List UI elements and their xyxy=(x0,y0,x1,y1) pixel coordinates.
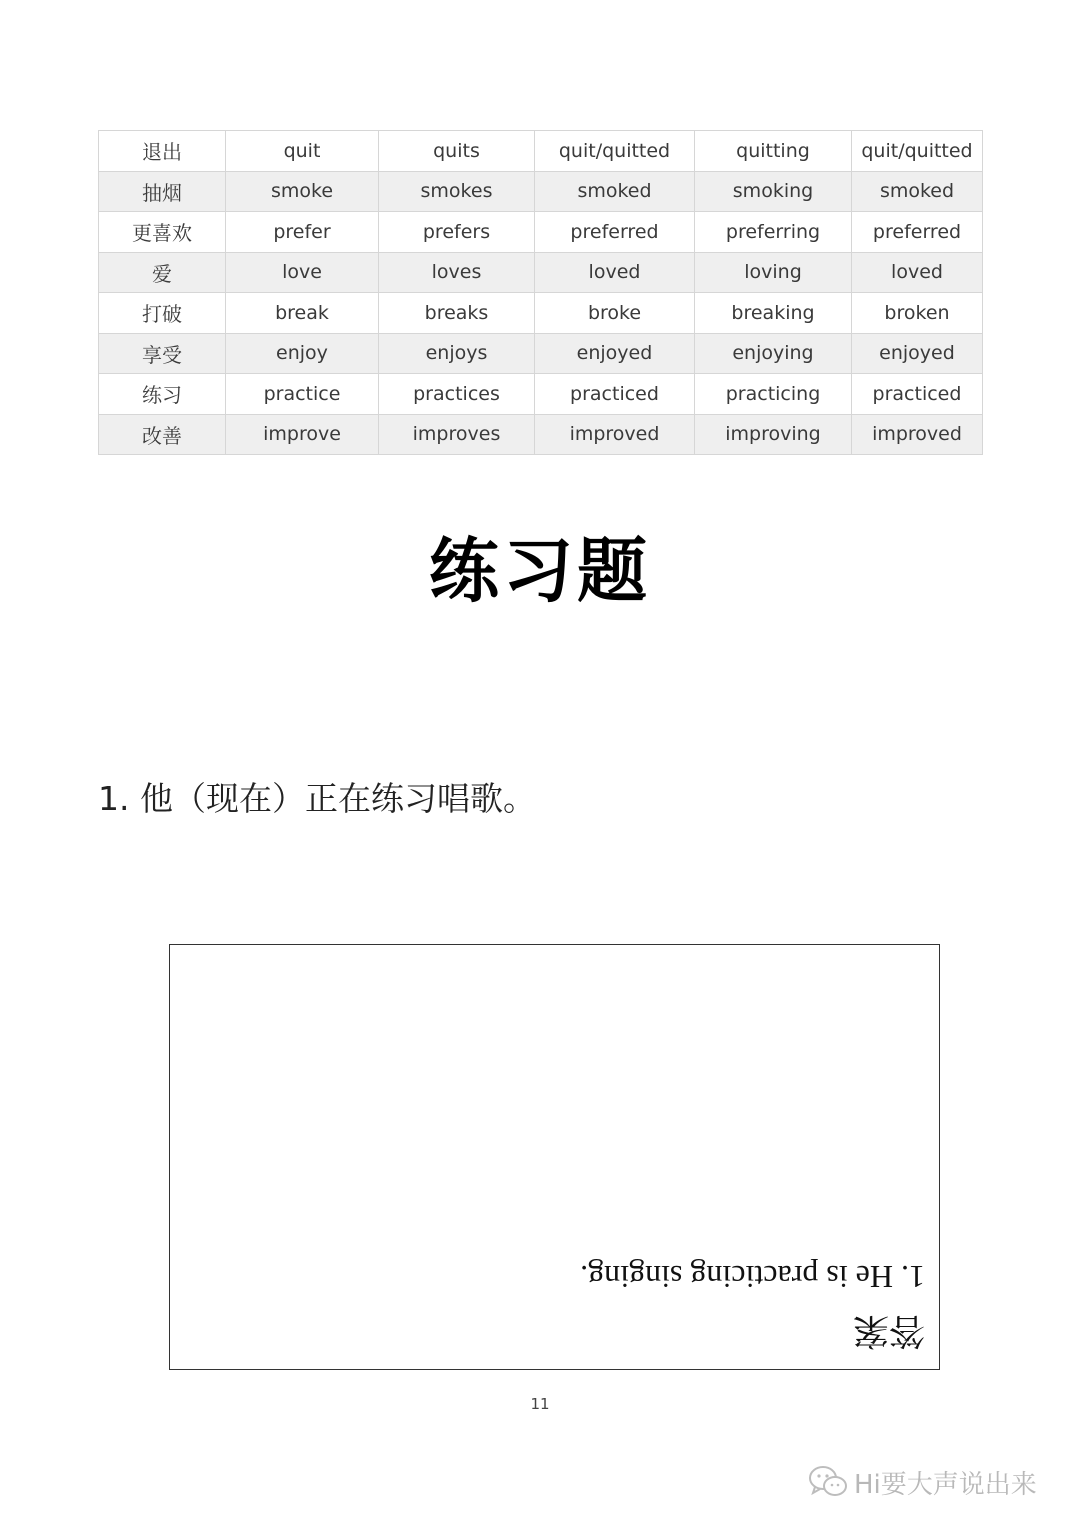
table-cell: smoked xyxy=(852,171,983,212)
table-cell: enjoyed xyxy=(535,333,695,374)
wechat-icon xyxy=(808,1465,848,1499)
table-row xyxy=(99,374,983,415)
answer-box xyxy=(169,944,940,1370)
table-cell: broke xyxy=(535,293,695,334)
table-cell: improve xyxy=(226,414,379,455)
table-cell: quits xyxy=(379,131,535,172)
table-cell: preferring xyxy=(695,212,852,253)
table-row xyxy=(99,212,983,253)
table-cell: improved xyxy=(535,414,695,455)
table-cell: breaks xyxy=(379,293,535,334)
table-cell: improved xyxy=(852,414,983,455)
table-cell: practiced xyxy=(852,374,983,415)
table-cell: breaking xyxy=(695,293,852,334)
table-row xyxy=(99,171,983,212)
table-cell: quit/quitted xyxy=(535,131,695,172)
table-cell-chinese: 更喜欢 xyxy=(99,212,226,253)
table-row xyxy=(99,414,983,455)
verb-forms-table xyxy=(98,130,983,455)
table-cell: improving xyxy=(695,414,852,455)
table-cell: practices xyxy=(379,374,535,415)
table-cell: improves xyxy=(379,414,535,455)
table-row xyxy=(99,131,983,172)
table-cell: preferred xyxy=(852,212,983,253)
table-row xyxy=(99,333,983,374)
table-cell: enjoys xyxy=(379,333,535,374)
table-cell: preferred xyxy=(535,212,695,253)
table-cell: enjoy xyxy=(226,333,379,374)
table-cell: break xyxy=(226,293,379,334)
table-cell: enjoying xyxy=(695,333,852,374)
table-cell: enjoyed xyxy=(852,333,983,374)
page-number: 11 xyxy=(530,1395,550,1413)
table-cell-chinese: 抽烟 xyxy=(99,171,226,212)
table-cell: loved xyxy=(535,252,695,293)
table-row xyxy=(99,252,983,293)
table-cell-chinese: 退出 xyxy=(99,131,226,172)
answer-label: 答案 xyxy=(852,1310,925,1351)
page-title: 练习题 xyxy=(429,529,651,612)
table-cell: practice xyxy=(226,374,379,415)
table-cell-chinese: 爱 xyxy=(99,252,226,293)
table-cell: practicing xyxy=(695,374,852,415)
table-row xyxy=(99,293,983,334)
table-cell: love xyxy=(226,252,379,293)
table-cell: prefers xyxy=(379,212,535,253)
table-cell: prefer xyxy=(226,212,379,253)
table-cell: smoked xyxy=(535,171,695,212)
table-cell-chinese: 享受 xyxy=(99,333,226,374)
table-cell-chinese: 打破 xyxy=(99,293,226,334)
table-cell: loving xyxy=(695,252,852,293)
answer-text: 1. He is practicing singing. xyxy=(580,1259,925,1295)
table-cell: smoke xyxy=(226,171,379,212)
table-cell: quitting xyxy=(695,131,852,172)
table-cell: broken xyxy=(852,293,983,334)
table-cell: quit/quitted xyxy=(852,131,983,172)
watermark xyxy=(808,1462,1037,1502)
answer-upside-down xyxy=(170,945,939,1369)
table-cell: quit xyxy=(226,131,379,172)
table-cell: loved xyxy=(852,252,983,293)
table-cell: smokes xyxy=(379,171,535,212)
watermark-text: Hi要大声说出来 xyxy=(854,1469,1037,1500)
table-cell: smoking xyxy=(695,171,852,212)
table-cell: practiced xyxy=(535,374,695,415)
table-cell-chinese: 改善 xyxy=(99,414,226,455)
table-cell-chinese: 练习 xyxy=(99,374,226,415)
table-cell: loves xyxy=(379,252,535,293)
question-1: 1. 他（现在）正在练习唱歌。 xyxy=(98,779,536,818)
